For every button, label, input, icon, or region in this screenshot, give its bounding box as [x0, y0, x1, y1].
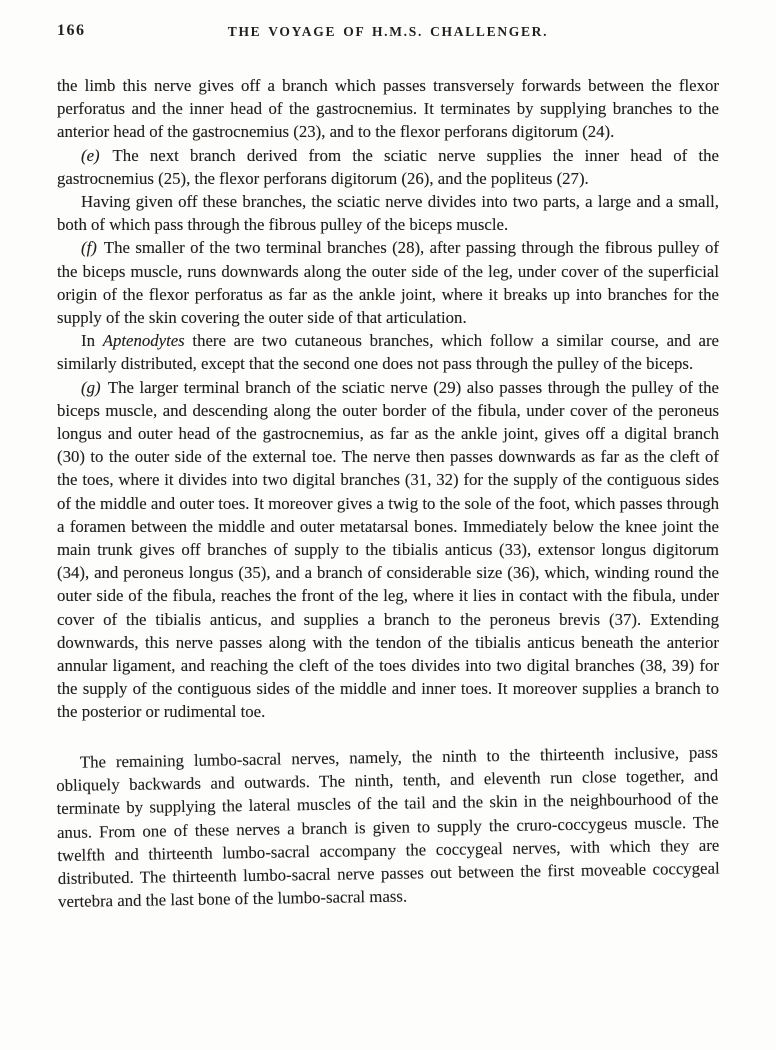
paragraph — [57, 74, 719, 144]
paragraph-marker-italic: (f) — [81, 238, 97, 258]
species-name-italic: Aptenodytes — [102, 331, 185, 351]
paragraph — [57, 236, 719, 329]
paragraph-marker-italic: (g) — [81, 377, 101, 397]
paragraph-text: The remaining lumbo-sacral nerves, namely, the ninth to the thirteenth inclusive, pass obliquely backwards and outwards. The ninth, tenth, and eleventh run close together, and terminate by supplying the lateral muscles of the tail and the skin in the neighbourhood of the anus. From one of these nerves a branch is given to supply the cruro-coccygeus muscle. The twelfth and thirteenth lumbo-sacral accompany the coccygeal nerves, with which they are distributed. The thirteenth lumbo-sacral nerve passes out between the first moveable coccygeal vertebra and the last bone of the lumbo-sacral mass. — [56, 742, 720, 911]
page-header — [57, 22, 719, 42]
page-number: 166 — [57, 22, 86, 39]
paragraph — [57, 376, 719, 724]
paragraph-text: The larger terminal branch of the sciatic nerve (29) also passes through the pulley of the biceps muscle, and descending along the outer border of the fibula, under cover of the peroneus longus and outer head of the gastrocnemius, as far as the ankle joint, gives off a digital branch (30) to the outer side of the external toe. The nerve then passes downwards as far as the cleft of the toes, where it divides into two digital branches (31, 32) for the supply of the contiguous sides of the middle and outer toes. It moreover gives a twig to the sole of the foot, which passes through a foramen between the middle and outer metatarsal bones. Immediately below the knee joint the main trunk gives off branches of supply to the tibialis anticus (33), extensor longus digitorum (34), and peroneus longus (35), and a branch of considerable size (36), which, winding round the outer side of the fibula, reaches the front of the leg, where it lies in contact with the fibula, under cover of the tibialis anticus, and supplies a branch to the peroneus brevis (37). Extending downwards, this nerve passes along with the tendon of the tibialis anticus beneath the anterior annular ligament, and reaching the cleft of the toes divides into two digital branches (38, 39) for the supply of the contiguous sides of the middle and inner toes. It moreover supplies a branch to the posterior or rudimental toe. — [57, 377, 719, 722]
paragraph-text: In — [81, 331, 103, 351]
running-title: THE VOYAGE OF H.M.S. CHALLENGER. — [227, 24, 549, 39]
paragraph-text: the limb this nerve gives off a branch which passes transversely forwards between the flexor perforatus and the inner head of the gastrocnemius. It terminates by supplying branches to the anterior head of the gastrocnemius (23), and to the flexor perforans digitorum (24). — [57, 76, 719, 142]
paragraph-text: there are two cutaneous branches, which follow a similar course, and are similarly distributed, except that the second one does not pass through the pulley of the biceps. — [57, 331, 719, 374]
paragraph-marker-italic: (e) — [81, 145, 100, 165]
paragraph-text: The next branch derived from the sciatic nerve supplies the inner head of the gastrocnemius (25), the flexor perforans digitorum (26), and the popliteus (27). — [57, 145, 719, 188]
paragraph — [57, 144, 719, 190]
paragraph-text: Having given off these branches, the sciatic nerve divides into two parts, a large and a small, both of which pass through the fibrous pulley of the biceps muscle. — [57, 192, 719, 235]
page-body — [57, 74, 719, 913]
paragraph — [56, 740, 720, 913]
paragraph — [57, 329, 719, 375]
paragraph — [57, 190, 719, 236]
paragraph-text: The smaller of the two terminal branches (28), after passing through the fibrous pulley of the biceps muscle, runs downwards along the outer side of the leg, under cover of the superficial origin of the flexor perforatus as far as the ankle joint, where it breaks up into branches for the supply of the skin covering the outer side of that articulation. — [57, 238, 719, 328]
